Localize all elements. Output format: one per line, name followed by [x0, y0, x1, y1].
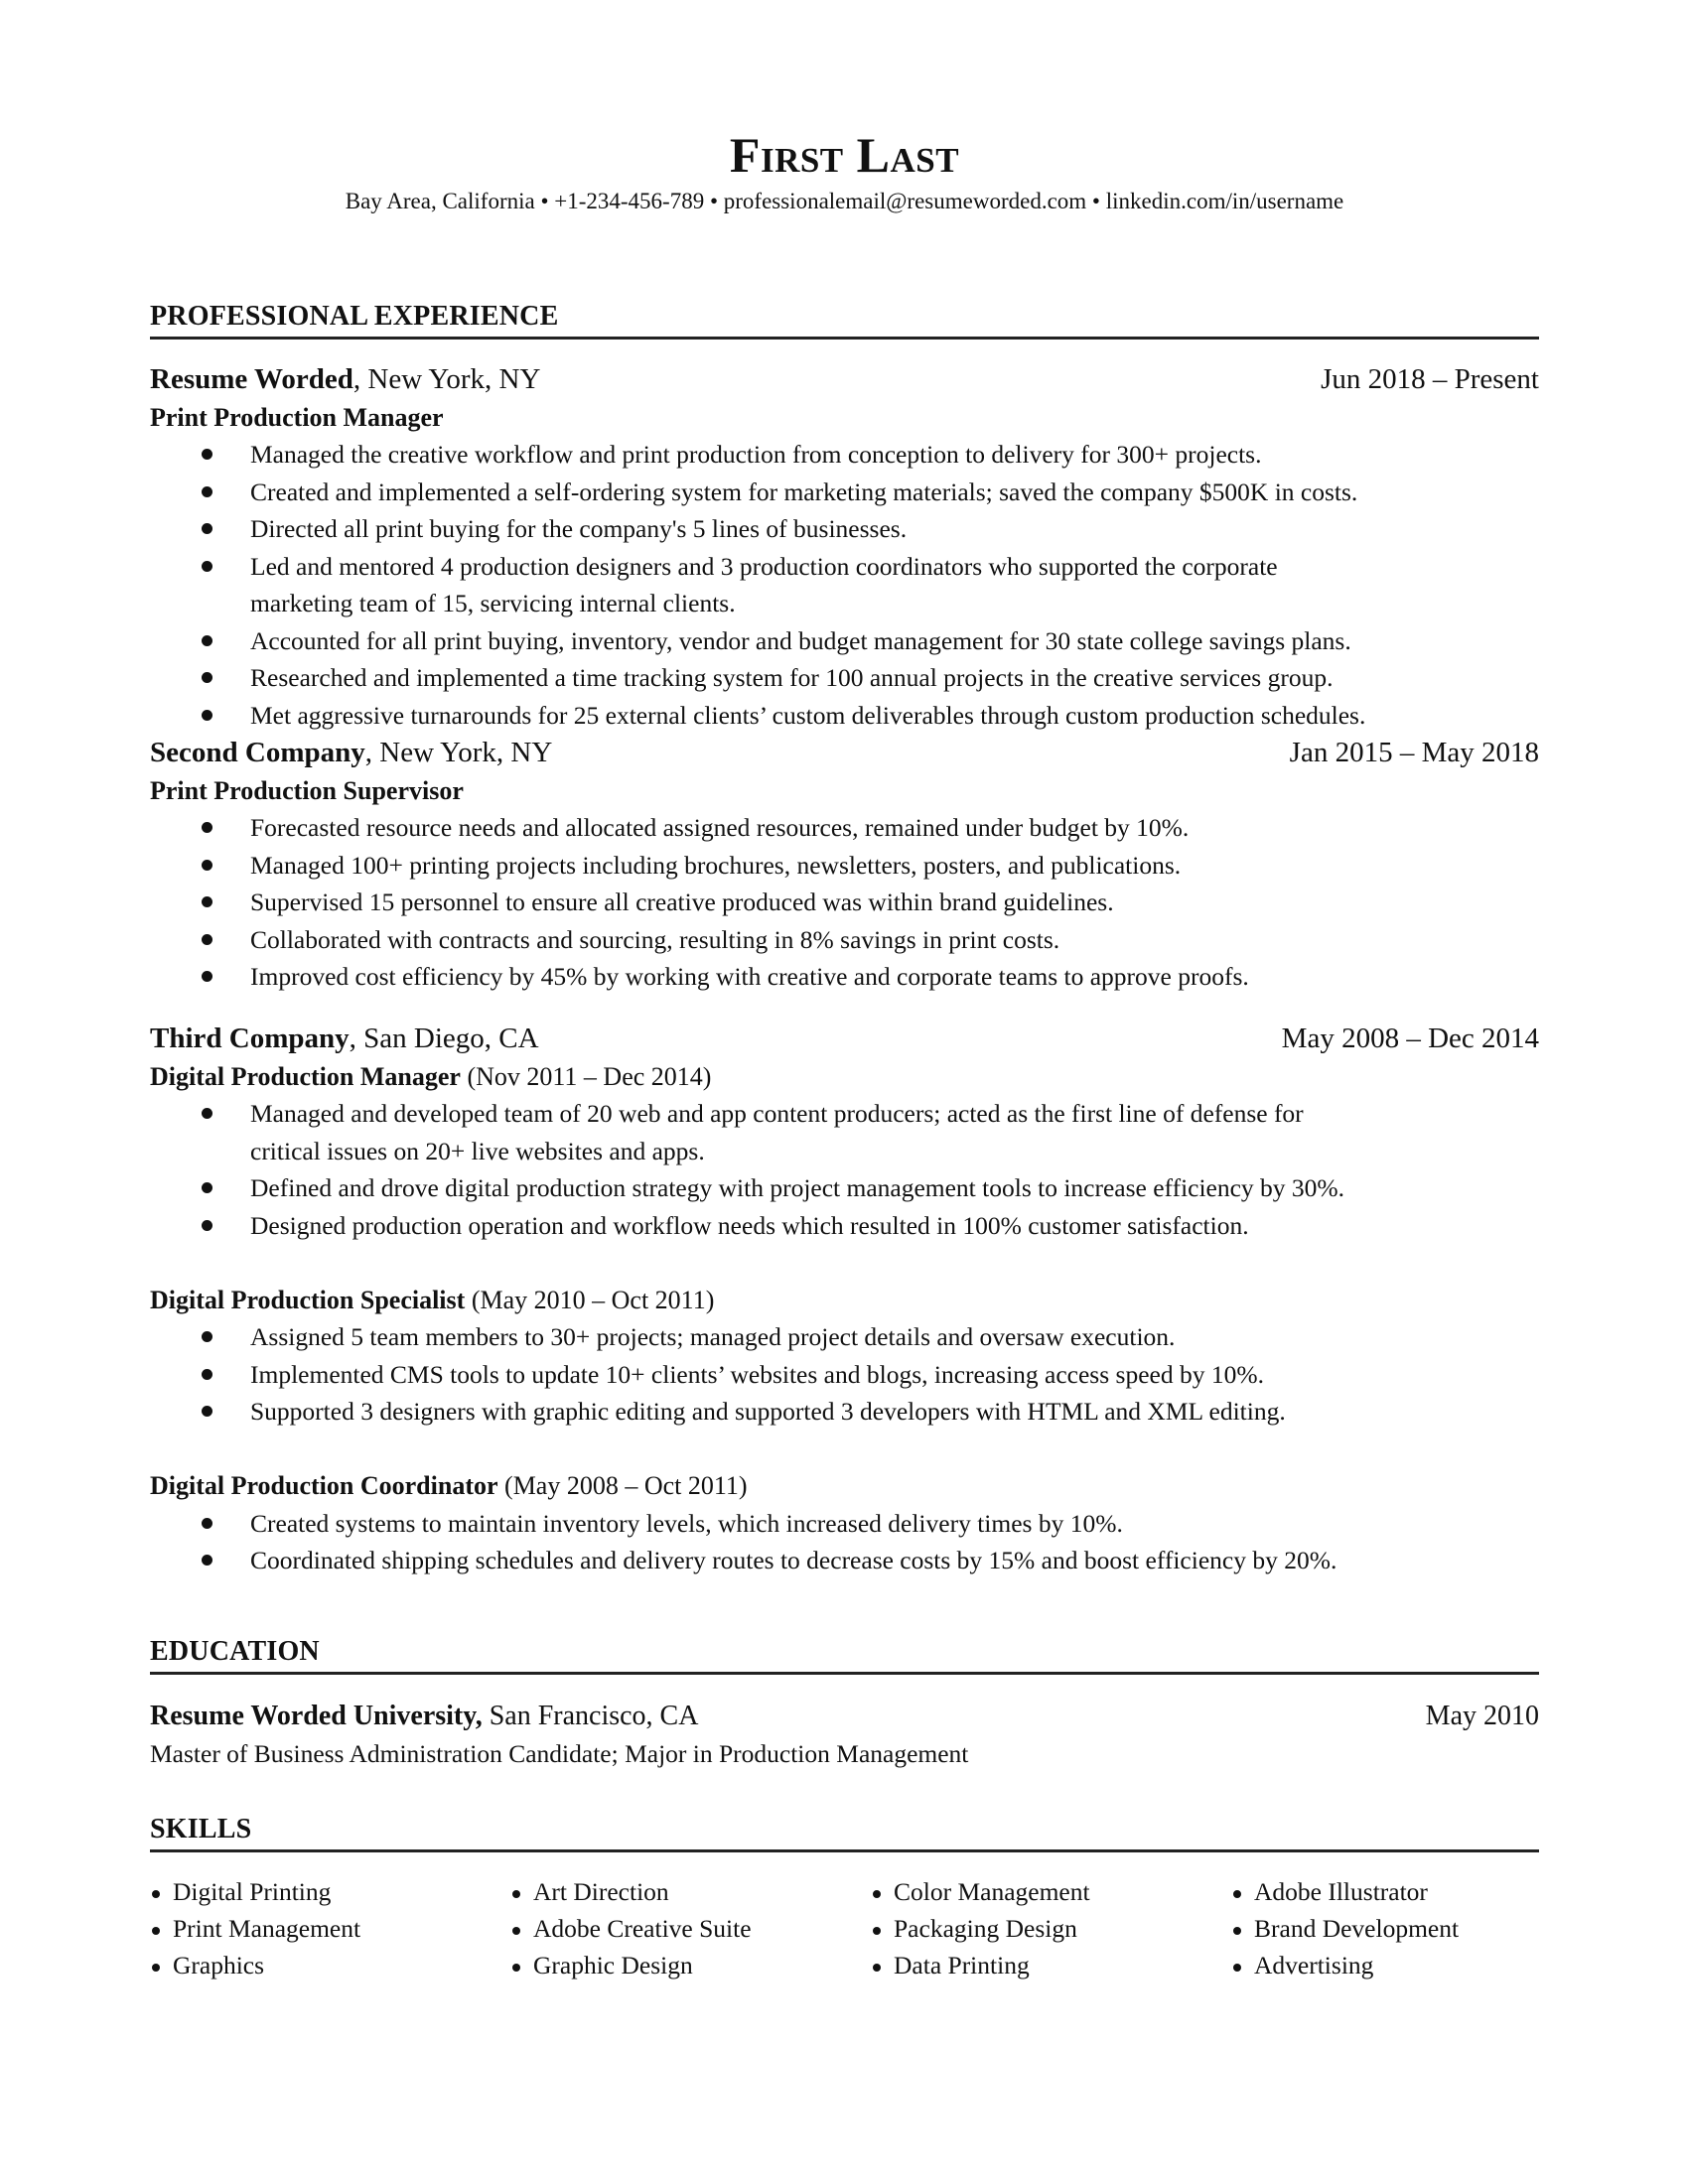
bullet-icon	[202, 449, 212, 460]
bullet-item-continued	[150, 1133, 1539, 1170]
bullet-text: Managed and developed team of 20 web and app content producers; acted as the first line of defense for	[250, 1099, 1304, 1128]
bullet-text: Managed 100+ printing projects including brochures, newsletters, posters, and publications.	[250, 850, 1182, 880]
bullet-text-continued: critical issues on 20+ live websites and apps.	[250, 1136, 705, 1165]
skill-label: Print Management	[173, 1914, 361, 1943]
bullet-icon	[202, 672, 212, 683]
bullet-icon	[202, 486, 212, 497]
bullet-icon	[873, 1890, 881, 1898]
skill-label: Adobe Illustrator	[1254, 1877, 1428, 1906]
bullet-icon	[202, 1369, 212, 1380]
bullet-icon	[1233, 1890, 1241, 1898]
role-line	[150, 399, 1539, 437]
contact-line: Bay Area, California • +1-234-456-789 • professionalemail@resumeworded.com • linkedin.com/in/username	[345, 189, 1344, 213]
bullet-item	[150, 884, 1539, 921]
skill-item	[871, 1873, 1231, 1910]
skill-item	[150, 1910, 510, 1947]
school-location: San Francisco, CA	[482, 1701, 699, 1731]
skill-item	[1231, 1910, 1539, 1947]
bullet-item	[150, 958, 1539, 996]
bullet-text: Implemented CMS tools to update 10+ clients’ websites and blogs, increasing access speed by 10%.	[250, 1359, 1264, 1389]
bullet-item	[150, 697, 1539, 735]
company-location: , New York, NY	[364, 737, 553, 768]
bullet-item	[150, 474, 1539, 511]
bullet-item	[150, 1318, 1539, 1356]
company-location: , New York, NY	[352, 363, 541, 395]
school-line	[150, 1698, 1539, 1735]
bullet-icon	[202, 523, 212, 534]
role-line	[150, 1058, 1539, 1096]
experience-entry-3	[150, 1021, 1539, 1579]
role-title: Digital Production Specialist	[150, 1285, 466, 1314]
company-name: Third Company	[150, 1023, 350, 1054]
bullet-icon	[152, 1964, 160, 1972]
bullet-text: Defined and drove digital production strategy with project management tools to increase efficiency by 30%.	[250, 1173, 1345, 1202]
employment-dates: May 2008 – Dec 2014	[1281, 1023, 1539, 1054]
bullet-icon	[202, 1518, 212, 1529]
company-name: Second Company	[150, 737, 365, 768]
bullet-item	[150, 1169, 1539, 1207]
bullet-item	[150, 1505, 1539, 1543]
role-period: (Nov 2011 – Dec 2014)	[460, 1061, 712, 1091]
skill-item	[871, 1910, 1231, 1947]
role-title: Digital Production Coordinator	[150, 1471, 498, 1500]
bullet-icon	[152, 1927, 160, 1935]
bullet-item	[150, 510, 1539, 548]
bullet-item	[150, 436, 1539, 474]
bullet-icon	[1233, 1927, 1241, 1935]
spacer	[150, 1431, 1539, 1468]
role-period: (May 2010 – Oct 2011)	[465, 1285, 715, 1314]
skill-item	[510, 1947, 871, 1983]
bullet-icon	[202, 1555, 212, 1566]
bullet-icon	[202, 710, 212, 721]
bullet-icon	[202, 1108, 212, 1119]
bullet-icon	[512, 1964, 520, 1972]
company-line	[150, 361, 1539, 399]
bullet-icon	[202, 860, 212, 871]
skill-label: Packaging Design	[894, 1914, 1077, 1943]
role-line	[150, 1467, 1539, 1505]
bullet-text: Led and mentored 4 production designers and 3 production coordinators who supported the corporate	[250, 551, 1278, 581]
experience-entry-2	[150, 735, 1539, 996]
company-line	[150, 1021, 1539, 1058]
bullet-text: Improved cost efficiency by 45% by working with creative and corporate teams to approve proofs.	[250, 962, 1249, 991]
skill-label: Data Printing	[894, 1951, 1030, 1979]
bullet-text: Supported 3 designers with graphic editing and supported 3 developers with HTML and XML editing.	[250, 1397, 1286, 1426]
bullet-icon	[202, 1182, 212, 1193]
bullet-text: Accounted for all print buying, inventory, vendor and budget management for 30 state college savings plans.	[250, 625, 1351, 655]
bullet-icon	[202, 1331, 212, 1342]
bullet-icon	[512, 1927, 520, 1935]
graduation-date: May 2010	[1425, 1701, 1539, 1731]
bullet-icon	[873, 1964, 881, 1972]
bullet-text: Created systems to maintain inventory levels, which increased delivery times by 10%.	[250, 1508, 1123, 1538]
bullet-icon	[152, 1890, 160, 1898]
bullet-item	[150, 1393, 1539, 1431]
bullet-item	[150, 847, 1539, 885]
skill-label: Art Direction	[533, 1877, 669, 1906]
bullet-item	[150, 1207, 1539, 1245]
role-title: Print Production Supervisor	[150, 775, 464, 805]
bullet-text: Designed production operation and workflow needs which resulted in 100% customer satisfaction.	[250, 1210, 1249, 1240]
bullet-icon	[202, 822, 212, 833]
bullet-item	[150, 809, 1539, 847]
bullet-text: Coordinated shipping schedules and delivery routes to decrease costs by 15% and boost efficiency by 20%.	[250, 1546, 1337, 1574]
skill-item	[510, 1873, 871, 1910]
skill-item	[150, 1947, 510, 1983]
bullet-icon	[873, 1927, 881, 1935]
section-heading-skills: SKILLS	[150, 1813, 1539, 1852]
skill-label: Graphic Design	[533, 1951, 693, 1979]
company-location: , San Diego, CA	[349, 1023, 539, 1054]
skills-grid	[150, 1873, 1539, 1983]
skill-label: Graphics	[173, 1951, 265, 1979]
bullet-text: Forecasted resource needs and allocated assigned resources, remained under budget by 10%.	[250, 813, 1190, 842]
skill-label: Digital Printing	[173, 1877, 332, 1906]
bullet-icon	[202, 896, 212, 907]
bullet-item	[150, 921, 1539, 959]
role-line	[150, 1282, 1539, 1319]
bullet-icon	[202, 971, 212, 982]
bullet-icon	[202, 934, 212, 945]
bullet-item	[150, 1542, 1539, 1579]
skill-label: Adobe Creative Suite	[533, 1914, 752, 1943]
bullet-text: Met aggressive turnarounds for 25 external clients’ custom deliverables through custom production schedules.	[250, 700, 1366, 730]
employment-dates: Jun 2018 – Present	[1321, 363, 1539, 395]
bullet-item	[150, 1356, 1539, 1394]
company-line	[150, 735, 1539, 772]
skill-item	[1231, 1873, 1539, 1910]
skill-item	[1231, 1947, 1539, 1983]
candidate-name: First Last	[729, 127, 960, 183]
skill-label: Color Management	[894, 1877, 1090, 1906]
bullet-text-continued: marketing team of 15, servicing internal clients.	[250, 589, 736, 617]
skill-item	[510, 1910, 871, 1947]
role-line	[150, 772, 1539, 810]
bullet-text: Directed all print buying for the company's 5 lines of businesses.	[250, 514, 908, 543]
bullet-icon	[512, 1890, 520, 1898]
skill-item	[871, 1947, 1231, 1983]
bullet-item	[150, 548, 1539, 586]
bullet-text: Researched and implemented a time tracking system for 100 annual projects in the creative services group.	[250, 663, 1334, 692]
role-period: (May 2008 – Oct 2011)	[497, 1471, 748, 1500]
bullet-icon	[1233, 1964, 1241, 1972]
company-name: Resume Worded	[150, 363, 353, 395]
bullet-text: Assigned 5 team members to 30+ projects; managed project details and oversaw execution.	[250, 1322, 1176, 1351]
section-heading-experience: PROFESSIONAL EXPERIENCE	[150, 300, 1539, 340]
bullet-icon	[202, 1220, 212, 1231]
section-heading-education: EDUCATION	[150, 1635, 1539, 1675]
bullet-item	[150, 659, 1539, 697]
skill-label: Advertising	[1254, 1951, 1374, 1979]
bullet-text: Collaborated with contracts and sourcing, resulting in 8% savings in print costs.	[250, 924, 1060, 954]
spacer	[150, 1244, 1539, 1282]
role-title: Digital Production Manager	[150, 1061, 461, 1091]
bullet-icon	[202, 1406, 212, 1417]
degree-line: Master of Business Administration Candidate; Major in Production Management	[150, 1738, 969, 1768]
bullet-text: Supervised 15 personnel to ensure all creative produced was within brand guidelines.	[250, 887, 1114, 916]
skill-label: Brand Development	[1254, 1914, 1460, 1943]
bullet-item	[150, 1095, 1539, 1133]
school-name: Resume Worded University,	[150, 1701, 483, 1731]
role-title: Print Production Manager	[150, 402, 444, 432]
bullet-item	[150, 622, 1539, 660]
bullet-text: Managed the creative workflow and print production from conception to delivery for 300+ projects.	[250, 440, 1262, 469]
bullet-item-continued	[150, 585, 1539, 622]
bullet-icon	[202, 635, 212, 646]
bullet-icon	[202, 561, 212, 572]
employment-dates: Jan 2015 – May 2018	[1289, 737, 1539, 768]
education-entry	[150, 1698, 1539, 1772]
skill-item	[150, 1873, 510, 1910]
bullet-text: Created and implemented a self-ordering system for marketing materials; saved the company $500K in costs.	[250, 477, 1358, 506]
experience-entry-1	[150, 361, 1539, 734]
